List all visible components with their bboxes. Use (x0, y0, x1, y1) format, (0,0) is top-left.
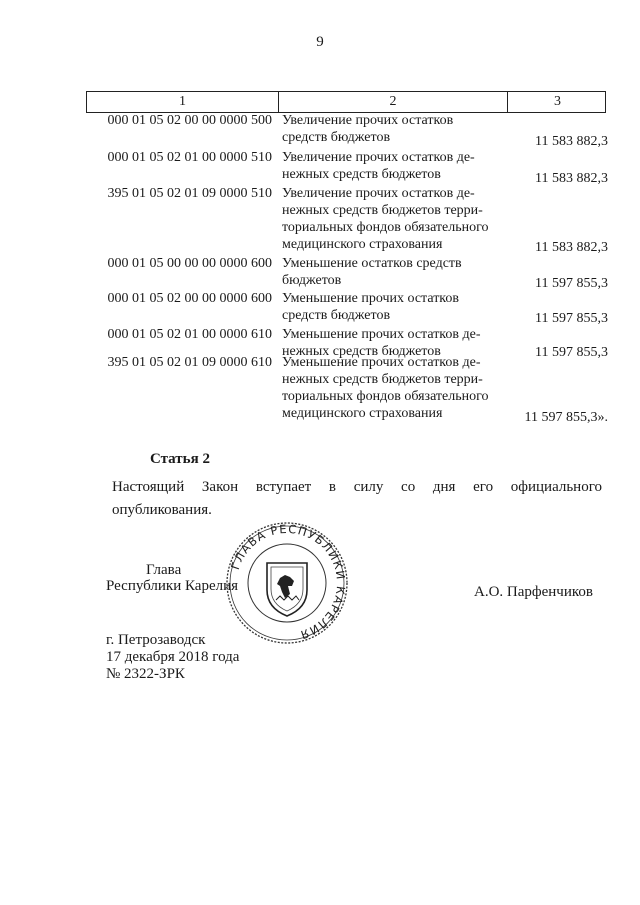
signatory-name: А.О. Парфенчиков (474, 584, 593, 600)
row-description: Уменьшение прочих остатков де- нежных средств бюджетов терри- ториальных фондов обязательного медицинского страхования (282, 355, 489, 421)
row-description: Уменьшение остатков средств бюджетов (282, 256, 462, 288)
official-seal (224, 520, 350, 646)
signing-place: г. Петрозаводск (106, 632, 206, 648)
row-code: 000 01 05 00 00 00 0000 600 (107, 256, 272, 271)
header-cell-3: 3 (554, 94, 561, 109)
signatory-title-line-1: Глава (146, 562, 182, 578)
signing-date: 17 декабря 2018 года (106, 649, 240, 665)
article-title: Статья 2 (150, 451, 210, 467)
row-code: 000 01 05 02 00 00 0000 600 (107, 291, 272, 306)
header-cell-1: 1 (87, 92, 279, 112)
row-amount: 11 597 855,3 (535, 276, 608, 291)
seal-text: ГЛАВА РЕСПУБЛИКИ КАРЕЛИЯ (228, 521, 349, 643)
row-amount: 11 583 882,3 (535, 240, 608, 255)
article-text-line-1: Настоящий Закон вступает в силу со дня его официального (112, 479, 602, 495)
signatory-title-line-2: Республики Карелия (106, 578, 239, 594)
row-description: Увеличение прочих остатков де- нежных средств бюджетов терри- ториальных фондов обязательного медицинского страхования (282, 186, 489, 252)
table-header (86, 91, 606, 113)
row-code: 000 01 05 02 01 00 0000 510 (107, 150, 272, 165)
row-amount: 11 597 855,3». (524, 410, 608, 425)
row-code: 000 01 05 02 00 00 0000 500 (107, 113, 272, 128)
law-number: № 2322-ЗРК (106, 666, 185, 682)
header-cell-2: 2 (279, 92, 508, 112)
article-text-line-2: опубликования. (112, 502, 212, 518)
row-amount: 11 583 882,3 (535, 171, 608, 186)
row-amount: 11 597 855,3 (535, 311, 608, 326)
coat-of-arms-icon (267, 563, 307, 616)
row-code: 395 01 05 02 01 09 0000 610 (107, 355, 272, 370)
signing-details (106, 632, 239, 683)
row-amount: 11 583 882,3 (535, 134, 608, 149)
row-description: Уменьшение прочих остатков де- нежных средств бюджетов (282, 327, 481, 359)
row-description: Увеличение прочих остатков средств бюджетов (282, 113, 454, 145)
row-amount: 11 597 855,3 (535, 345, 608, 360)
page-number: 9 (316, 34, 324, 50)
row-code: 395 01 05 02 01 09 0000 510 (107, 186, 272, 201)
article-text (112, 476, 602, 522)
row-description: Увеличение прочих остатков де- нежных средств бюджетов (282, 150, 475, 182)
row-code: 000 01 05 02 01 00 0000 610 (107, 327, 272, 342)
funding-sources-table (86, 91, 608, 425)
row-description: Уменьшение прочих остатков средств бюджетов (282, 291, 460, 323)
